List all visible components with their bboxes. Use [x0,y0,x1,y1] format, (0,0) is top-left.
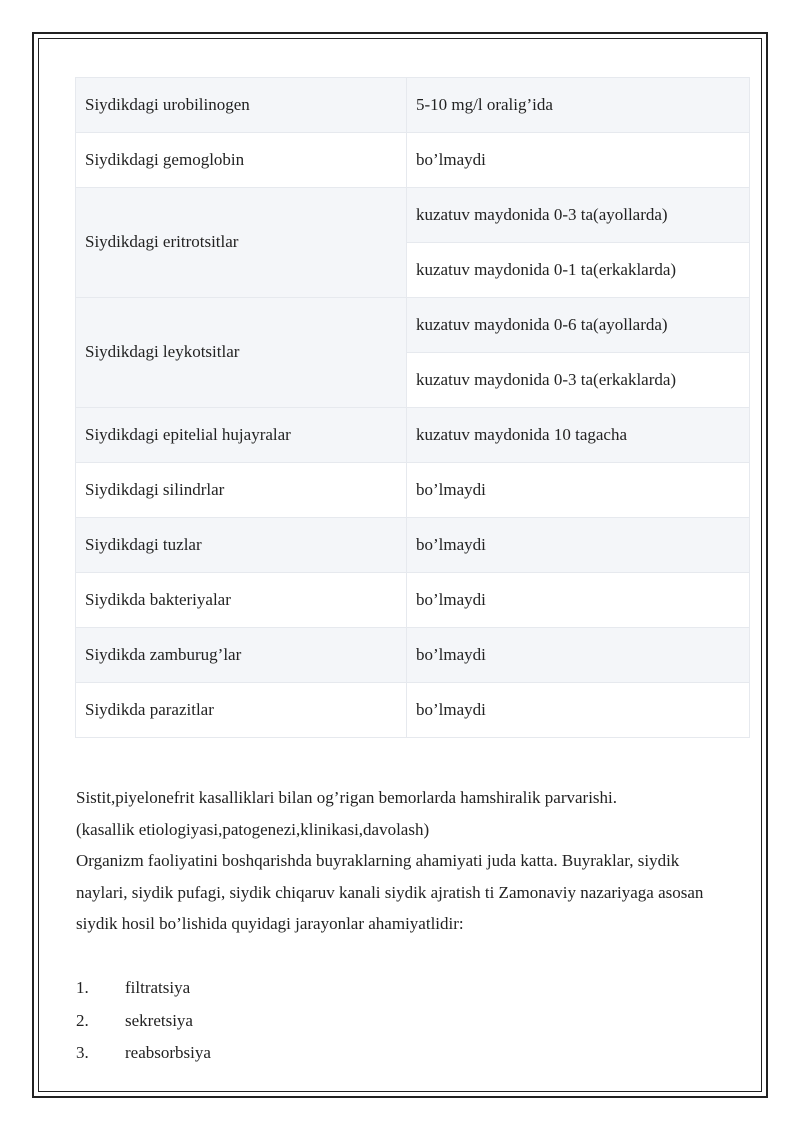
table-row [76,133,750,188]
value-cell: 5-10 mg/l oralig’ida [407,78,750,133]
value-cell: kuzatuv maydonida 0-1 ta(erkaklarda) [407,243,750,298]
table-row [76,78,750,133]
param-cell: Siydikdagi silindrlar [76,463,407,518]
section-heading: Sistit,piyelonefrit kasalliklari bilan og’rigan bemorlarda hamshiralik parvarishi. [76,788,618,807]
list-number: 2. [76,1010,89,1030]
list-label: reabsorbsiya [125,1043,211,1062]
param-cell: Siydikdagi leykotsitlar [76,298,407,408]
param-cell: Siydikda zamburug’lar [76,628,407,683]
table-row [76,683,750,738]
body-paragraph: Organizm faoliyatini boshqarishda buyraklarning ahamiyati juda katta. Buyraklar, siydik naylari, siydik pufagi, siydik chiqaruv kanali siydik ajratish ti Zamonaviy nazariyaga asosan siydik hosil bo’lishida quyidagi jarayonlar ahamiyatlidir: [76,851,704,933]
param-cell: Siydikdagi tuzlar [76,518,407,573]
table-row [76,628,750,683]
value-cell: bo’lmaydi [407,463,750,518]
list-item [76,1005,211,1038]
table-row [76,188,750,243]
value-cell: bo’lmaydi [407,683,750,738]
param-cell: Siydikdagi urobilinogen [76,78,407,133]
list-item [76,972,211,1005]
param-cell: Siydikdagi eritrotsitlar [76,188,407,298]
value-cell: kuzatuv maydonida 0-3 ta(ayollarda) [407,188,750,243]
table-row [76,298,750,353]
list-label: sekretsiya [125,1010,193,1030]
value-cell: kuzatuv maydonida 0-6 ta(ayollarda) [407,298,750,353]
value-cell: bo’lmaydi [407,518,750,573]
value-cell: bo’lmaydi [407,133,750,188]
list-number: 1. [76,978,89,997]
table-row [76,408,750,463]
section-subheading: (kasallik etiologiyasi,patogenezi,klinikasi,davolash) [76,819,430,839]
param-cell: Siydikdagi gemoglobin [76,133,407,188]
value-cell: bo’lmaydi [407,628,750,683]
param-cell: Siydikda bakteriyalar [76,573,407,628]
list-number: 3. [76,1043,89,1062]
value-cell: kuzatuv maydonida 10 tagacha [407,408,750,463]
list-label: filtratsiya [125,978,191,997]
urine-reference-table [75,77,750,738]
value-cell: bo’lmaydi [407,573,750,628]
param-cell: Siydikda parazitlar [76,683,407,738]
list-item [76,1037,211,1070]
table-row [76,463,750,518]
param-cell: Siydikdagi epitelial hujayralar [76,408,407,463]
process-list [76,972,211,1070]
table-row [76,573,750,628]
table-row [76,518,750,573]
value-cell: kuzatuv maydonida 0-3 ta(erkaklarda) [407,353,750,408]
body-text [76,782,726,940]
